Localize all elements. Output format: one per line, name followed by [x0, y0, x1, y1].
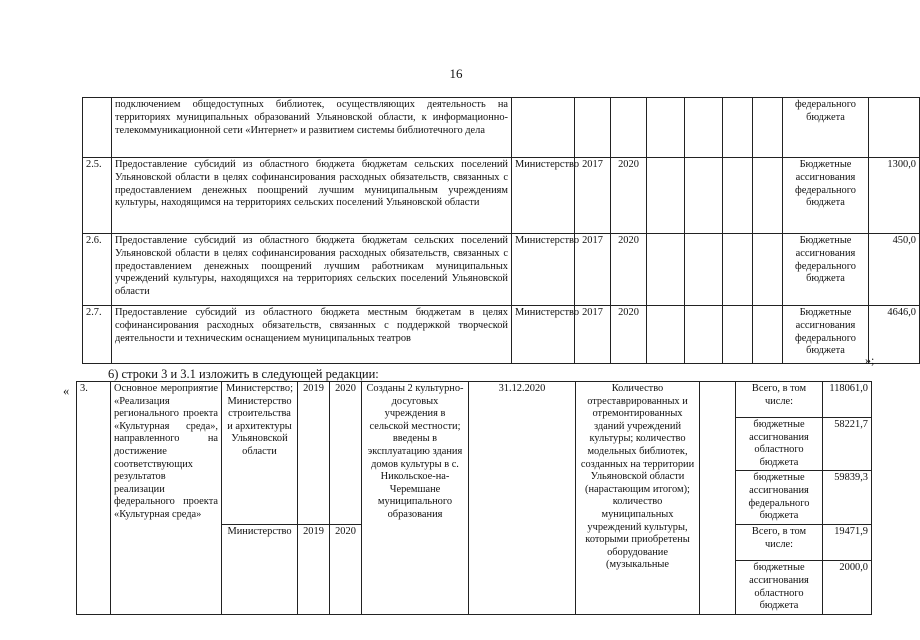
funding-amount: 2000,0 — [823, 561, 872, 614]
funding-source: бюджетные ассигнования областного бюджета — [736, 561, 823, 614]
table-row — [83, 158, 920, 234]
page-number: 16 — [449, 66, 463, 81]
row-empty — [723, 234, 753, 306]
row-funding-source: федерального бюджета — [783, 98, 869, 158]
row-empty — [723, 98, 753, 158]
row-empty — [753, 306, 783, 364]
row-amount — [869, 98, 920, 158]
row-empty — [647, 306, 685, 364]
row-executor: Министерство — [512, 306, 575, 364]
row-amount: 4646,0 — [869, 306, 920, 364]
row-description: Предоставление субсидий из областного бюджета местным бюджетам в целях софинансирования расходных обязательств, связанных с поддержкой творческой деятельности и техническим оснащением муниципальных театров — [112, 306, 512, 364]
row-empty — [753, 98, 783, 158]
row-start-year — [575, 98, 611, 158]
row-number: 2.7. — [83, 306, 112, 364]
row-amount: 450,0 — [869, 234, 920, 306]
row-empty — [723, 158, 753, 234]
table-row — [83, 306, 920, 364]
row-empty — [685, 158, 723, 234]
row-funding-source: Бюджетные ассигнования федерального бюджета — [783, 158, 869, 234]
event-executor: Министерство — [222, 525, 298, 614]
row-empty — [685, 306, 723, 364]
row-amount: 1300,0 — [869, 158, 920, 234]
row-executor: Министерство — [512, 234, 575, 306]
row-empty — [723, 306, 753, 364]
event-indicator: Количество отреставрированных и отремонтированных зданий учреждений культуры; количество модельных библиотек, созданных на территории Ульяновской области (нарастающим итогом); количество муниципальных учреждений культуры, которыми приобретены оборудование (музыкальные — [576, 382, 700, 615]
row-funding-source: Бюджетные ассигнования федерального бюджета — [783, 306, 869, 364]
row-empty — [685, 98, 723, 158]
row-empty — [647, 158, 685, 234]
row-empty — [685, 234, 723, 306]
event-empty — [700, 382, 736, 615]
row-start-year: 2017 — [575, 306, 611, 364]
funding-source: бюджетные ассигнования федерального бюджета — [736, 471, 823, 525]
row-description: Предоставление субсидий из областного бюджета бюджетам сельских поселений Ульяновской области в целях софинансирования расходных обязательств, связанных с предоставлением денежных поощрений лучшим муниципальным учреждениям культуры, находящимся на территориях сельских поселений Ульяновской области — [112, 158, 512, 234]
funding-amount: 19471,9 — [823, 525, 872, 561]
row-end-year: 2020 — [611, 158, 647, 234]
row-start-year: 2017 — [575, 158, 611, 234]
row-funding-source: Бюджетные ассигнования федерального бюджета — [783, 234, 869, 306]
funding-source: Всего, в том числе: — [736, 525, 823, 561]
row-description: подключением общедоступных библиотек, осуществляющих деятельность на территориях муниципальных образований Ульяновской области, к информационно-телекоммуникационной сети «Интернет» и развитием системы библиотечного дела — [112, 98, 512, 158]
table-row — [83, 98, 920, 158]
event-end-year: 2020 — [330, 382, 362, 525]
event-start-year: 2019 — [298, 525, 330, 614]
funding-amount: 118061,0 — [823, 382, 872, 418]
funding-source: бюджетные ассигнования областного бюджета — [736, 418, 823, 471]
row-number: 2.5. — [83, 158, 112, 234]
row-empty — [647, 98, 685, 158]
event-result: Созданы 2 культурно-досуговых учреждения в сельской местности; введены в эксплуатацию здания домов культуры в с. Никольское-на-Черемшане муниципального образования — [362, 382, 469, 615]
event-number: 3. — [77, 382, 111, 615]
row-number — [83, 98, 112, 158]
row-end-year: 2020 — [611, 306, 647, 364]
funding-amount: 59839,3 — [823, 471, 872, 525]
row-executor: Министерство — [512, 158, 575, 234]
event-executor: Министерство; Министерство строительства и архитектуры Ульяновской области — [222, 382, 298, 525]
opening-quote: « — [63, 384, 70, 398]
row-empty — [753, 158, 783, 234]
subsidies-table — [82, 97, 920, 364]
funding-amount: 58221,7 — [823, 418, 872, 471]
event-start-year: 2019 — [298, 382, 330, 525]
row-empty — [753, 234, 783, 306]
row-end-year — [611, 98, 647, 158]
event-date: 31.12.2020 — [469, 382, 576, 615]
row-end-year: 2020 — [611, 234, 647, 306]
row-number: 2.6. — [83, 234, 112, 306]
row-start-year: 2017 — [575, 234, 611, 306]
closing-quote: »; — [865, 353, 875, 367]
event-name: Основное мероприятие «Реализация регионального проекта «Культурная среда», направленного на достижение соответствующих результатов реализации федерального проекта «Культурная среда» — [111, 382, 222, 615]
row-executor — [512, 98, 575, 158]
row-empty — [647, 234, 685, 306]
instruction-text: 6) строки 3 и 3.1 изложить в следующей редакции: — [108, 367, 379, 381]
main-event-table — [76, 381, 872, 615]
funding-source: Всего, в том числе: — [736, 382, 823, 418]
row-description: Предоставление субсидий из областного бюджета бюджетам сельских поселений Ульяновской области в целях софинансирования расходных обязательств, связанных с предоставлением денежных поощрений лучшим работникам муниципальных учреждений культуры, находящихся на территориях сельских поселений Ульяновской области — [112, 234, 512, 306]
table-row — [77, 382, 872, 418]
table-row — [83, 234, 920, 306]
event-end-year: 2020 — [330, 525, 362, 614]
